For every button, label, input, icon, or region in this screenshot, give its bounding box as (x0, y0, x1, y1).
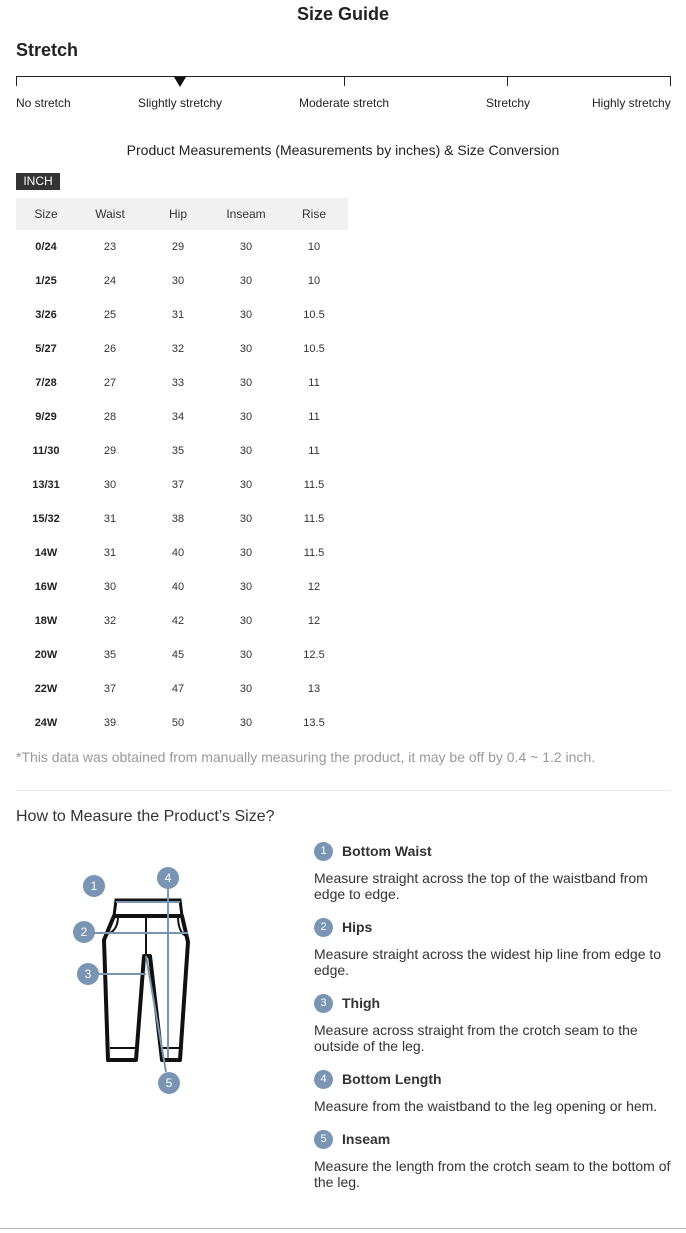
table-row (16, 706, 348, 740)
step-inseam (314, 1128, 674, 1204)
inseam-cell: 30 (239, 275, 253, 287)
table-row (16, 366, 348, 400)
inseam-cell: 30 (239, 445, 253, 457)
inseam-cell: 30 (239, 377, 253, 389)
waist-cell: 24 (103, 275, 117, 287)
hip-cell: 30 (171, 275, 185, 287)
stretch-tick (344, 76, 345, 86)
rise-cell: 11 (308, 377, 320, 389)
step-description: Measure straight across the widest hip line from edge to edge. (314, 946, 662, 978)
header-rise: Rise (280, 198, 348, 230)
how-to-measure-heading: How to Measure the Product’s Size? (16, 808, 275, 825)
inseam-cell: 30 (239, 241, 253, 253)
inseam-cell: 30 (239, 717, 253, 729)
table-row (16, 298, 348, 332)
measure-steps (314, 840, 674, 1204)
inseam-cell: 30 (239, 513, 253, 525)
waist-cell: 28 (103, 411, 117, 423)
waist-cell: 31 (103, 547, 117, 559)
hip-cell: 50 (171, 717, 185, 729)
size-cell: 18W (34, 615, 58, 627)
diagram-label-4: 4 (164, 871, 172, 885)
header-hip: Hip (144, 198, 212, 230)
diagram-label-5: 5 (165, 1076, 173, 1090)
rise-cell: 10 (307, 275, 321, 287)
table-row (16, 570, 348, 604)
waist-cell: 27 (103, 377, 117, 389)
size-cell: 11/30 (32, 445, 60, 457)
step-description: Measure the length from the crotch seam to the bottom of the leg. (314, 1158, 671, 1190)
diagram-label-1: 1 (90, 879, 98, 893)
page-bottom-edge (0, 1228, 686, 1233)
measurement-disclaimer: *This data was obtained from manually measuring the product, it may be off by 0.4 ~ 1.2 inch. (16, 749, 596, 765)
header-inseam: Inseam (212, 198, 280, 230)
table-header-row (16, 198, 348, 230)
hip-cell: 34 (171, 411, 185, 423)
size-cell: 22W (34, 683, 58, 695)
step-description: Measure across straight from the crotch seam to the outside of the leg. (314, 1022, 638, 1054)
step-description: Measure straight across the top of the waistband from edge to edge. (314, 870, 648, 902)
hip-cell: 38 (171, 513, 185, 525)
inseam-cell: 30 (239, 411, 253, 423)
hip-cell: 35 (171, 445, 185, 457)
size-cell: 14W (34, 547, 58, 559)
inseam-cell: 30 (239, 547, 253, 559)
diagram-label-2: 2 (80, 925, 88, 939)
stretch-label-slightly-stretchy: Slightly stretchy (138, 96, 223, 110)
header-size: Size (16, 198, 76, 230)
waist-cell: 30 (103, 479, 117, 491)
waist-cell: 32 (103, 615, 117, 627)
stretch-marker-icon (174, 77, 186, 87)
unit-badge-inch[interactable]: INCH (16, 173, 60, 190)
hip-cell: 32 (171, 343, 185, 355)
step-number-badge: 5 (314, 1130, 333, 1149)
step-thigh (314, 992, 674, 1068)
step-title: Thigh (342, 995, 381, 1011)
stretch-label-no-stretch: No stretch (16, 96, 71, 110)
table-row (16, 502, 348, 536)
size-cell: 20W (34, 649, 58, 661)
rise-cell: 10.5 (303, 343, 325, 355)
rise-cell: 11.5 (303, 547, 325, 559)
rise-cell: 12.5 (303, 649, 325, 661)
step-description: Measure from the waistband to the leg opening or hem. (314, 1098, 658, 1114)
diagram-label-3: 3 (84, 967, 92, 981)
step-number-badge: 3 (314, 994, 333, 1013)
table-row (16, 230, 348, 264)
waist-cell: 35 (103, 649, 117, 661)
rise-cell: 10.5 (303, 309, 325, 321)
stretch-tick (507, 76, 508, 86)
size-cell: 15/32 (32, 513, 60, 525)
rise-cell: 11.5 (303, 479, 325, 491)
size-cell: 1/25 (35, 275, 57, 287)
stretch-tick (670, 76, 671, 86)
table-row (16, 264, 348, 298)
table-row (16, 434, 348, 468)
table-row (16, 332, 348, 366)
size-cell: 13/31 (32, 479, 60, 491)
step-title: Bottom Waist (342, 843, 432, 859)
rise-cell: 12 (307, 581, 321, 593)
step-title: Bottom Length (342, 1071, 442, 1087)
waist-cell: 39 (103, 717, 117, 729)
rise-cell: 13.5 (303, 717, 325, 729)
section-divider (16, 790, 671, 791)
rise-cell: 11 (308, 445, 320, 457)
hip-cell: 47 (171, 683, 185, 695)
size-cell: 3/26 (35, 309, 57, 321)
inseam-cell: 30 (239, 649, 253, 661)
size-cell: 16W (34, 581, 58, 593)
inseam-cell: 30 (239, 343, 253, 355)
waist-cell: 31 (103, 513, 117, 525)
inseam-cell: 30 (239, 581, 253, 593)
waist-cell: 30 (103, 581, 117, 593)
size-cell: 0/24 (35, 241, 57, 253)
inseam-cell: 30 (239, 479, 253, 491)
step-hips (314, 916, 674, 992)
measurements-title: Product Measurements (Measurements by inches) & Size Conversion (126, 142, 560, 158)
stretch-label-stretchy: Stretchy (486, 96, 531, 110)
size-cell: 5/27 (35, 343, 57, 355)
hip-cell: 40 (171, 547, 185, 559)
stretch-heading: Stretch (16, 40, 79, 60)
step-number-badge: 1 (314, 842, 333, 861)
waist-cell: 29 (103, 445, 117, 457)
pants-diagram (66, 860, 202, 1100)
size-cell: 9/29 (35, 411, 57, 423)
hip-cell: 42 (171, 615, 185, 627)
waist-cell: 26 (103, 343, 117, 355)
hip-cell: 31 (171, 309, 185, 321)
table-row (16, 468, 348, 502)
stretch-label-moderate-stretch: Moderate stretch (299, 96, 390, 110)
waist-cell: 37 (103, 683, 117, 695)
waist-cell: 23 (103, 241, 117, 253)
hip-cell: 45 (171, 649, 185, 661)
table-row (16, 604, 348, 638)
rise-cell: 12 (307, 615, 321, 627)
pants-diagram-svg (66, 860, 202, 1100)
hip-cell: 33 (171, 377, 185, 389)
step-bottom-length (314, 1068, 674, 1128)
inseam-cell: 30 (239, 309, 253, 321)
waist-cell: 25 (103, 309, 117, 321)
size-cell: 24W (34, 717, 58, 729)
size-table (16, 198, 348, 740)
rise-cell: 13 (307, 683, 321, 695)
rise-cell: 11 (308, 411, 320, 423)
hip-cell: 37 (171, 479, 185, 491)
step-bottom-waist (314, 840, 674, 916)
table-row (16, 536, 348, 570)
table-row (16, 672, 348, 706)
rise-cell: 11.5 (303, 513, 325, 525)
page-title: Size Guide (296, 4, 390, 24)
stretch-label-highly-stretchy: Highly stretchy (592, 96, 671, 110)
header-waist: Waist (76, 198, 144, 230)
step-title: Inseam (342, 1131, 391, 1147)
hip-cell: 40 (171, 581, 185, 593)
step-number-badge: 4 (314, 1070, 333, 1089)
hip-cell: 29 (171, 241, 185, 253)
inseam-cell: 30 (239, 615, 253, 627)
stretch-tick (16, 76, 17, 86)
inseam-cell: 30 (239, 683, 253, 695)
step-title: Hips (342, 919, 373, 935)
size-cell: 7/28 (35, 377, 57, 389)
rise-cell: 10 (307, 241, 321, 253)
table-row (16, 638, 348, 672)
table-row (16, 400, 348, 434)
step-number-badge: 2 (314, 918, 333, 937)
